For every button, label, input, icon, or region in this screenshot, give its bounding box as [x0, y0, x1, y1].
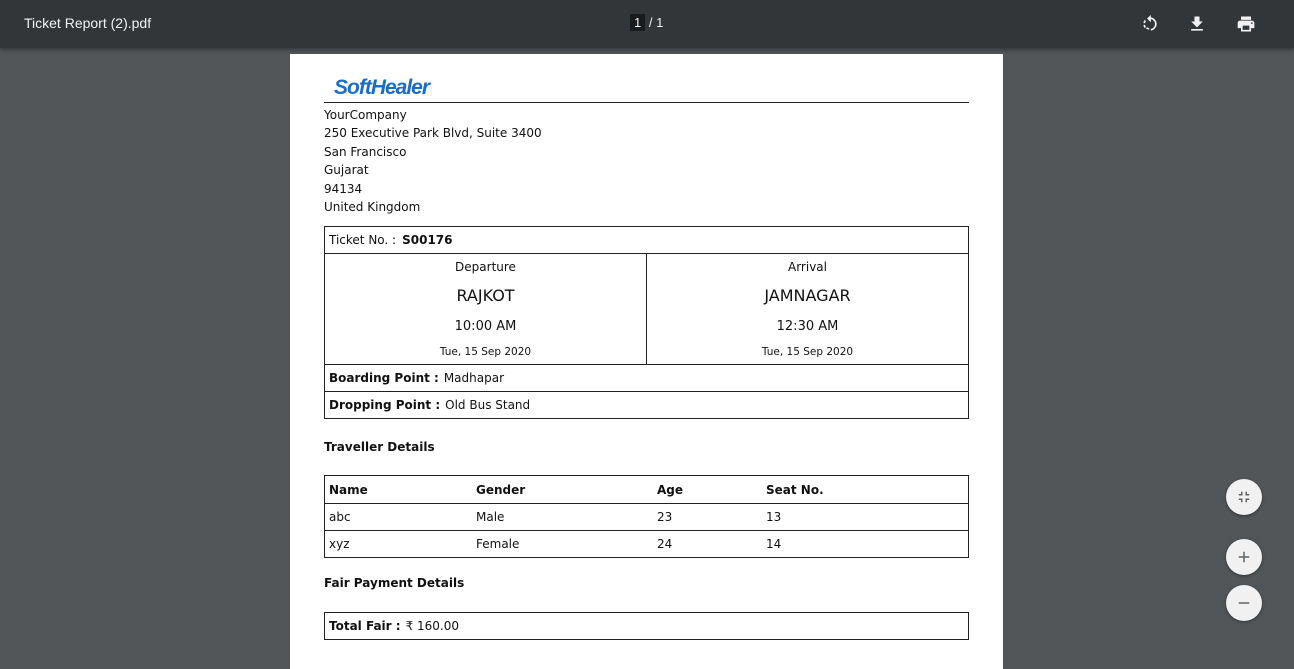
zoom-in-icon [1235, 548, 1253, 566]
departure-city: RAJKOT [456, 286, 515, 305]
dropping-point-label: Dropping Point : [329, 398, 441, 412]
departure-column [325, 254, 646, 364]
rotate-icon [1140, 14, 1160, 34]
rotate-button[interactable] [1138, 12, 1162, 36]
departure-label: Departure [455, 260, 516, 274]
traveller-table [324, 475, 969, 558]
traveller-name: xyz [329, 537, 350, 551]
traveller-table-header [325, 476, 968, 503]
header-name: Name [329, 482, 368, 497]
traveller-gender: Female [476, 537, 520, 551]
boarding-point-row [324, 364, 969, 392]
page-indicator [630, 15, 663, 30]
company-address [324, 106, 542, 216]
ticket-number-row [324, 226, 969, 254]
company-state: Gujarat [324, 163, 369, 178]
company-city: San Francisco [324, 144, 407, 159]
header-age: Age [657, 482, 684, 497]
page-total: 1 [656, 15, 664, 30]
page-current-input[interactable]: 1 [630, 14, 645, 31]
header-divider [324, 102, 969, 103]
print-icon [1236, 14, 1256, 34]
page-separator: / [648, 15, 653, 30]
boarding-point-value: Madhapar [443, 371, 505, 385]
traveller-details-title: Traveller Details [324, 440, 435, 454]
traveller-seat: 13 [766, 510, 782, 524]
traveller-seat: 14 [766, 537, 782, 551]
download-button[interactable] [1185, 12, 1209, 36]
traveller-gender: Male [476, 510, 505, 524]
download-icon [1187, 14, 1207, 34]
pdf-toolbar [0, 0, 1294, 48]
zoom-out-icon [1235, 594, 1253, 612]
fit-to-page-button[interactable] [1226, 479, 1262, 515]
dropping-point-row [324, 391, 969, 419]
arrival-city: JAMNAGAR [764, 286, 851, 305]
company-country: United Kingdom [324, 200, 421, 215]
arrival-label: Arrival [788, 260, 827, 274]
route-box [324, 253, 969, 365]
payment-details-title: Fair Payment Details [324, 576, 465, 590]
zoom-out-button[interactable] [1226, 585, 1262, 621]
arrival-time: 12:30 AM [776, 319, 839, 334]
pdf-page [290, 54, 1003, 669]
document-title: Ticket Report (2).pdf [24, 15, 152, 31]
boarding-point-label: Boarding Point : [329, 371, 439, 385]
company-zip: 94134 [324, 181, 363, 196]
header-gender: Gender [476, 482, 526, 497]
total-fair-row [324, 612, 969, 640]
arrival-column [646, 254, 968, 364]
print-button[interactable] [1234, 12, 1258, 36]
ticket-number: S00176 [402, 233, 453, 247]
traveller-name: abc [329, 510, 351, 524]
traveller-age: 23 [657, 510, 673, 524]
table-row [325, 530, 968, 557]
fit-page-icon [1235, 488, 1253, 506]
total-fair-label: Total Fair : [329, 619, 401, 633]
company-name: YourCompany [324, 108, 407, 122]
table-row [325, 503, 968, 530]
ticket-number-label: Ticket No. : [329, 233, 397, 247]
company-logo: SoftHealer [334, 76, 430, 99]
departure-time: 10:00 AM [454, 319, 517, 334]
header-seat: Seat No. [766, 482, 824, 497]
dropping-point-value: Old Bus Stand [445, 398, 531, 412]
traveller-age: 24 [657, 537, 673, 551]
total-fair-value: ₹ 160.00 [405, 619, 459, 633]
company-street: 250 Executive Park Blvd, Suite 3400 [324, 126, 542, 141]
arrival-date: Tue, 15 Sep 2020 [761, 346, 854, 358]
zoom-in-button[interactable] [1226, 539, 1262, 575]
departure-date: Tue, 15 Sep 2020 [439, 346, 532, 358]
